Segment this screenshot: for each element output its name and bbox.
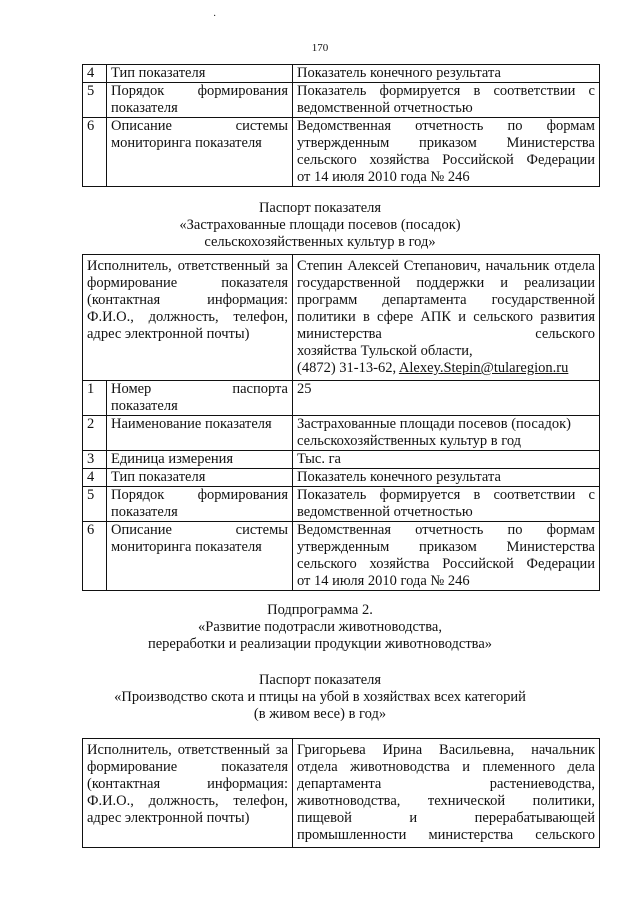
- row-number: 3: [83, 451, 107, 469]
- row-value: Застрахованные площади посевов (посадок) сельскохозяйственных культур в год: [293, 416, 600, 451]
- table-row: [83, 255, 600, 381]
- subprogram-line: «Развитие подотрасли животноводства,: [198, 619, 442, 635]
- passport-heading-1: [0, 200, 640, 251]
- passport-subtitle: сельскохозяйственных культур в год»: [204, 234, 436, 250]
- table-continuation: [82, 64, 600, 187]
- row-value: Показатель формируется в соответствии с ведомственной отчетностью: [293, 83, 600, 118]
- passport-table-1: [82, 254, 600, 591]
- passport-heading-2: [0, 672, 640, 723]
- executor-value: Григорьева Ирина Васильевна, начальник отдела животноводства и племенного дела департамента растениеводства, животноводства, технической политики, пищевой и перерабатывающей промышленности министерства сельского: [293, 739, 600, 848]
- row-label: Порядок формирования показателя: [107, 487, 293, 522]
- row-label: Номер паспорта показателя: [107, 381, 293, 416]
- table-row: [83, 381, 600, 416]
- table-row: [83, 487, 600, 522]
- executor-label: Исполнитель, ответственный за формирование показателя (контактная информация: Ф.И.О., должность, телефон, адрес электронной почты): [83, 739, 293, 848]
- row-number: 2: [83, 416, 107, 451]
- table-row: [83, 416, 600, 451]
- passport-subtitle: «Застрахованные площади посевов (посадок): [179, 217, 461, 233]
- passport-title: Паспорт показателя: [258, 200, 382, 216]
- row-value: Показатель конечного результата: [293, 469, 600, 487]
- table-row: [83, 469, 600, 487]
- row-label: Тип показателя: [107, 65, 293, 83]
- executor-phone: (4872) 31-13-62,: [297, 360, 399, 376]
- row-number: 1: [83, 381, 107, 416]
- row-number: 4: [83, 65, 107, 83]
- row-number: 5: [83, 487, 107, 522]
- row-label: Тип показателя: [107, 469, 293, 487]
- row-label: Единица измерения: [107, 451, 293, 469]
- executor-label: Исполнитель, ответственный за формирование показателя (контактная информация: Ф.И.О., должность, телефон, адрес электронной почты): [83, 255, 293, 381]
- row-value: Ведомственная отчетность по формам утвержденным приказом Министерства сельского хозяйства Российской Федерации от 14 июля 2010 года № 246: [293, 118, 600, 187]
- row-number: 5: [83, 83, 107, 118]
- row-number: 6: [83, 522, 107, 591]
- row-label: Наименование показателя: [107, 416, 293, 451]
- table-row: [83, 118, 600, 187]
- row-label: Описание системы мониторинга показателя: [107, 522, 293, 591]
- passport-title: Паспорт показателя: [258, 672, 382, 688]
- row-value: Показатель конечного результата: [293, 65, 600, 83]
- row-value: Тыс. га: [293, 451, 600, 469]
- table-row: [83, 522, 600, 591]
- executor-email-link[interactable]: Alexey.Stepin@tularegion.ru: [398, 360, 569, 376]
- stray-mark: ·: [213, 11, 217, 22]
- row-value: Показатель формируется в соответствии с ведомственной отчетностью: [293, 487, 600, 522]
- table-row: [83, 451, 600, 469]
- passport-subtitle: «Производство скота и птицы на убой в хозяйствах всех категорий: [114, 689, 526, 705]
- table-row: [83, 739, 600, 848]
- row-value: Ведомственная отчетность по формам утвержденным приказом Министерства сельского хозяйства Российской Федерации от 14 июля 2010 года № 246: [293, 522, 600, 591]
- passport-table-2: [82, 738, 600, 848]
- executor-value: Степин Алексей Степанович, начальник отдела государственной поддержки и реализации программ департамента государственной политики в сфере АПК и сельского развития министерства сельского хозяйства Тульской области, (4872) 31-13-62, Alexey.Stepin@tularegion.ru: [293, 255, 600, 381]
- subprogram-line: переработки и реализации продукции животноводства»: [147, 636, 493, 652]
- passport-subtitle: (в живом весе) в год»: [253, 706, 387, 722]
- row-label: Описание системы мониторинга показателя: [107, 118, 293, 187]
- table-row: [83, 83, 600, 118]
- row-number: 6: [83, 118, 107, 187]
- page-number: 170: [311, 42, 329, 54]
- row-label: Порядок формирования показателя: [107, 83, 293, 118]
- subprogram-title: Подпрограмма 2.: [267, 602, 373, 618]
- row-number: 4: [83, 469, 107, 487]
- row-value: 25: [293, 381, 600, 416]
- table-row: [83, 65, 600, 83]
- subprogram-heading: [0, 602, 640, 653]
